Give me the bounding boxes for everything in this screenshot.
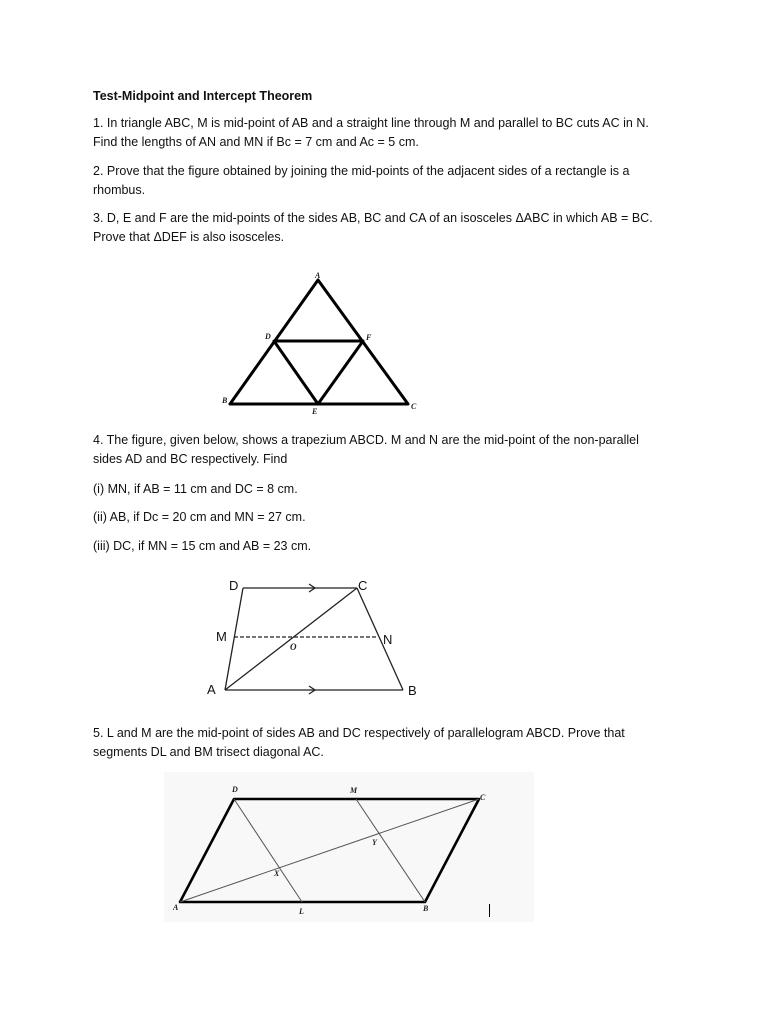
triangle-label-c: C xyxy=(411,402,417,411)
trapezium-label-o: O xyxy=(290,642,297,652)
parallelogram-label-d: D xyxy=(232,785,238,794)
parallelogram-figure xyxy=(164,772,534,922)
document-title: Test-Midpoint and Intercept Theorem xyxy=(93,89,313,103)
triangle-figure xyxy=(215,268,425,418)
question-1-line-2: Find the lengths of AN and MN if Bc = 7 cm and Ac = 5 cm. xyxy=(93,135,419,149)
figure-background xyxy=(164,772,534,922)
parallelogram-label-x: X xyxy=(274,869,280,878)
triangle-label-f: F xyxy=(366,333,372,342)
parallelogram-label-a: A xyxy=(173,903,179,912)
trapezium-side-ad xyxy=(225,588,243,690)
trapezium-label-n: N xyxy=(383,632,393,647)
trapezium-diagonal-ac xyxy=(225,588,357,690)
question-2-line-2: rhombus. xyxy=(93,183,146,197)
parallelogram-label-l: L xyxy=(299,907,304,916)
question-4-line-2: sides AD and BC respectively. Find xyxy=(93,452,288,466)
triangle-label-e: E xyxy=(312,407,318,416)
trapezium-label-c: C xyxy=(358,578,368,593)
question-4-line-1: 4. The figure, given below, shows a trapezium ABCD. M and N are the mid-point of the non-parallel xyxy=(93,433,639,447)
question-2-line-1: 2. Prove that the figure obtained by joining the mid-points of the adjacent sides of a rectangle is a xyxy=(93,164,630,178)
trapezium-label-m: M xyxy=(216,629,227,644)
parallelogram-label-m: M xyxy=(350,786,358,795)
question-2 xyxy=(93,162,683,200)
question-1-line-1: 1. In triangle ABC, M is mid-point of AB and a straight line through M and parallel to BC cuts AC in N. xyxy=(93,116,649,130)
question-4-part-3: (iii) DC, if MN = 15 cm and AB = 23 cm. xyxy=(93,539,312,553)
trapezium-figure xyxy=(205,566,480,710)
parallelogram-label-y: Y xyxy=(372,838,377,847)
parallelogram-label-c: C xyxy=(480,793,486,802)
question-5-line-2: segments DL and BM trisect diagonal AC. xyxy=(93,745,324,759)
text-cursor xyxy=(489,904,490,917)
question-3 xyxy=(93,209,683,247)
question-1 xyxy=(93,114,683,152)
triangle-label-a: A xyxy=(315,271,321,280)
triangle-label-b: B xyxy=(222,396,228,405)
question-5 xyxy=(93,724,683,762)
trapezium-label-d: D xyxy=(229,578,239,593)
parallelogram-label-b: B xyxy=(423,904,429,913)
question-4-part-2: (ii) AB, if Dc = 20 cm and MN = 27 cm. xyxy=(93,510,306,524)
question-3-line-2: Prove that ΔDEF is also isosceles. xyxy=(93,230,285,244)
question-4 xyxy=(93,431,683,469)
question-4-part-1: (i) MN, if AB = 11 cm and DC = 8 cm. xyxy=(93,482,298,496)
question-5-line-1: 5. L and M are the mid-point of sides AB and DC respectively of parallelogram ABCD. Prove that xyxy=(93,726,625,740)
question-3-line-1: 3. D, E and F are the mid-points of the sides AB, BC and CA of an isosceles ΔABC in which AB = BC. xyxy=(93,211,653,225)
trapezium-side-bc xyxy=(357,588,403,690)
trapezium-label-a: A xyxy=(207,682,216,697)
triangle-def xyxy=(274,341,363,404)
trapezium-label-b: B xyxy=(408,683,417,698)
triangle-label-d: D xyxy=(265,332,271,341)
